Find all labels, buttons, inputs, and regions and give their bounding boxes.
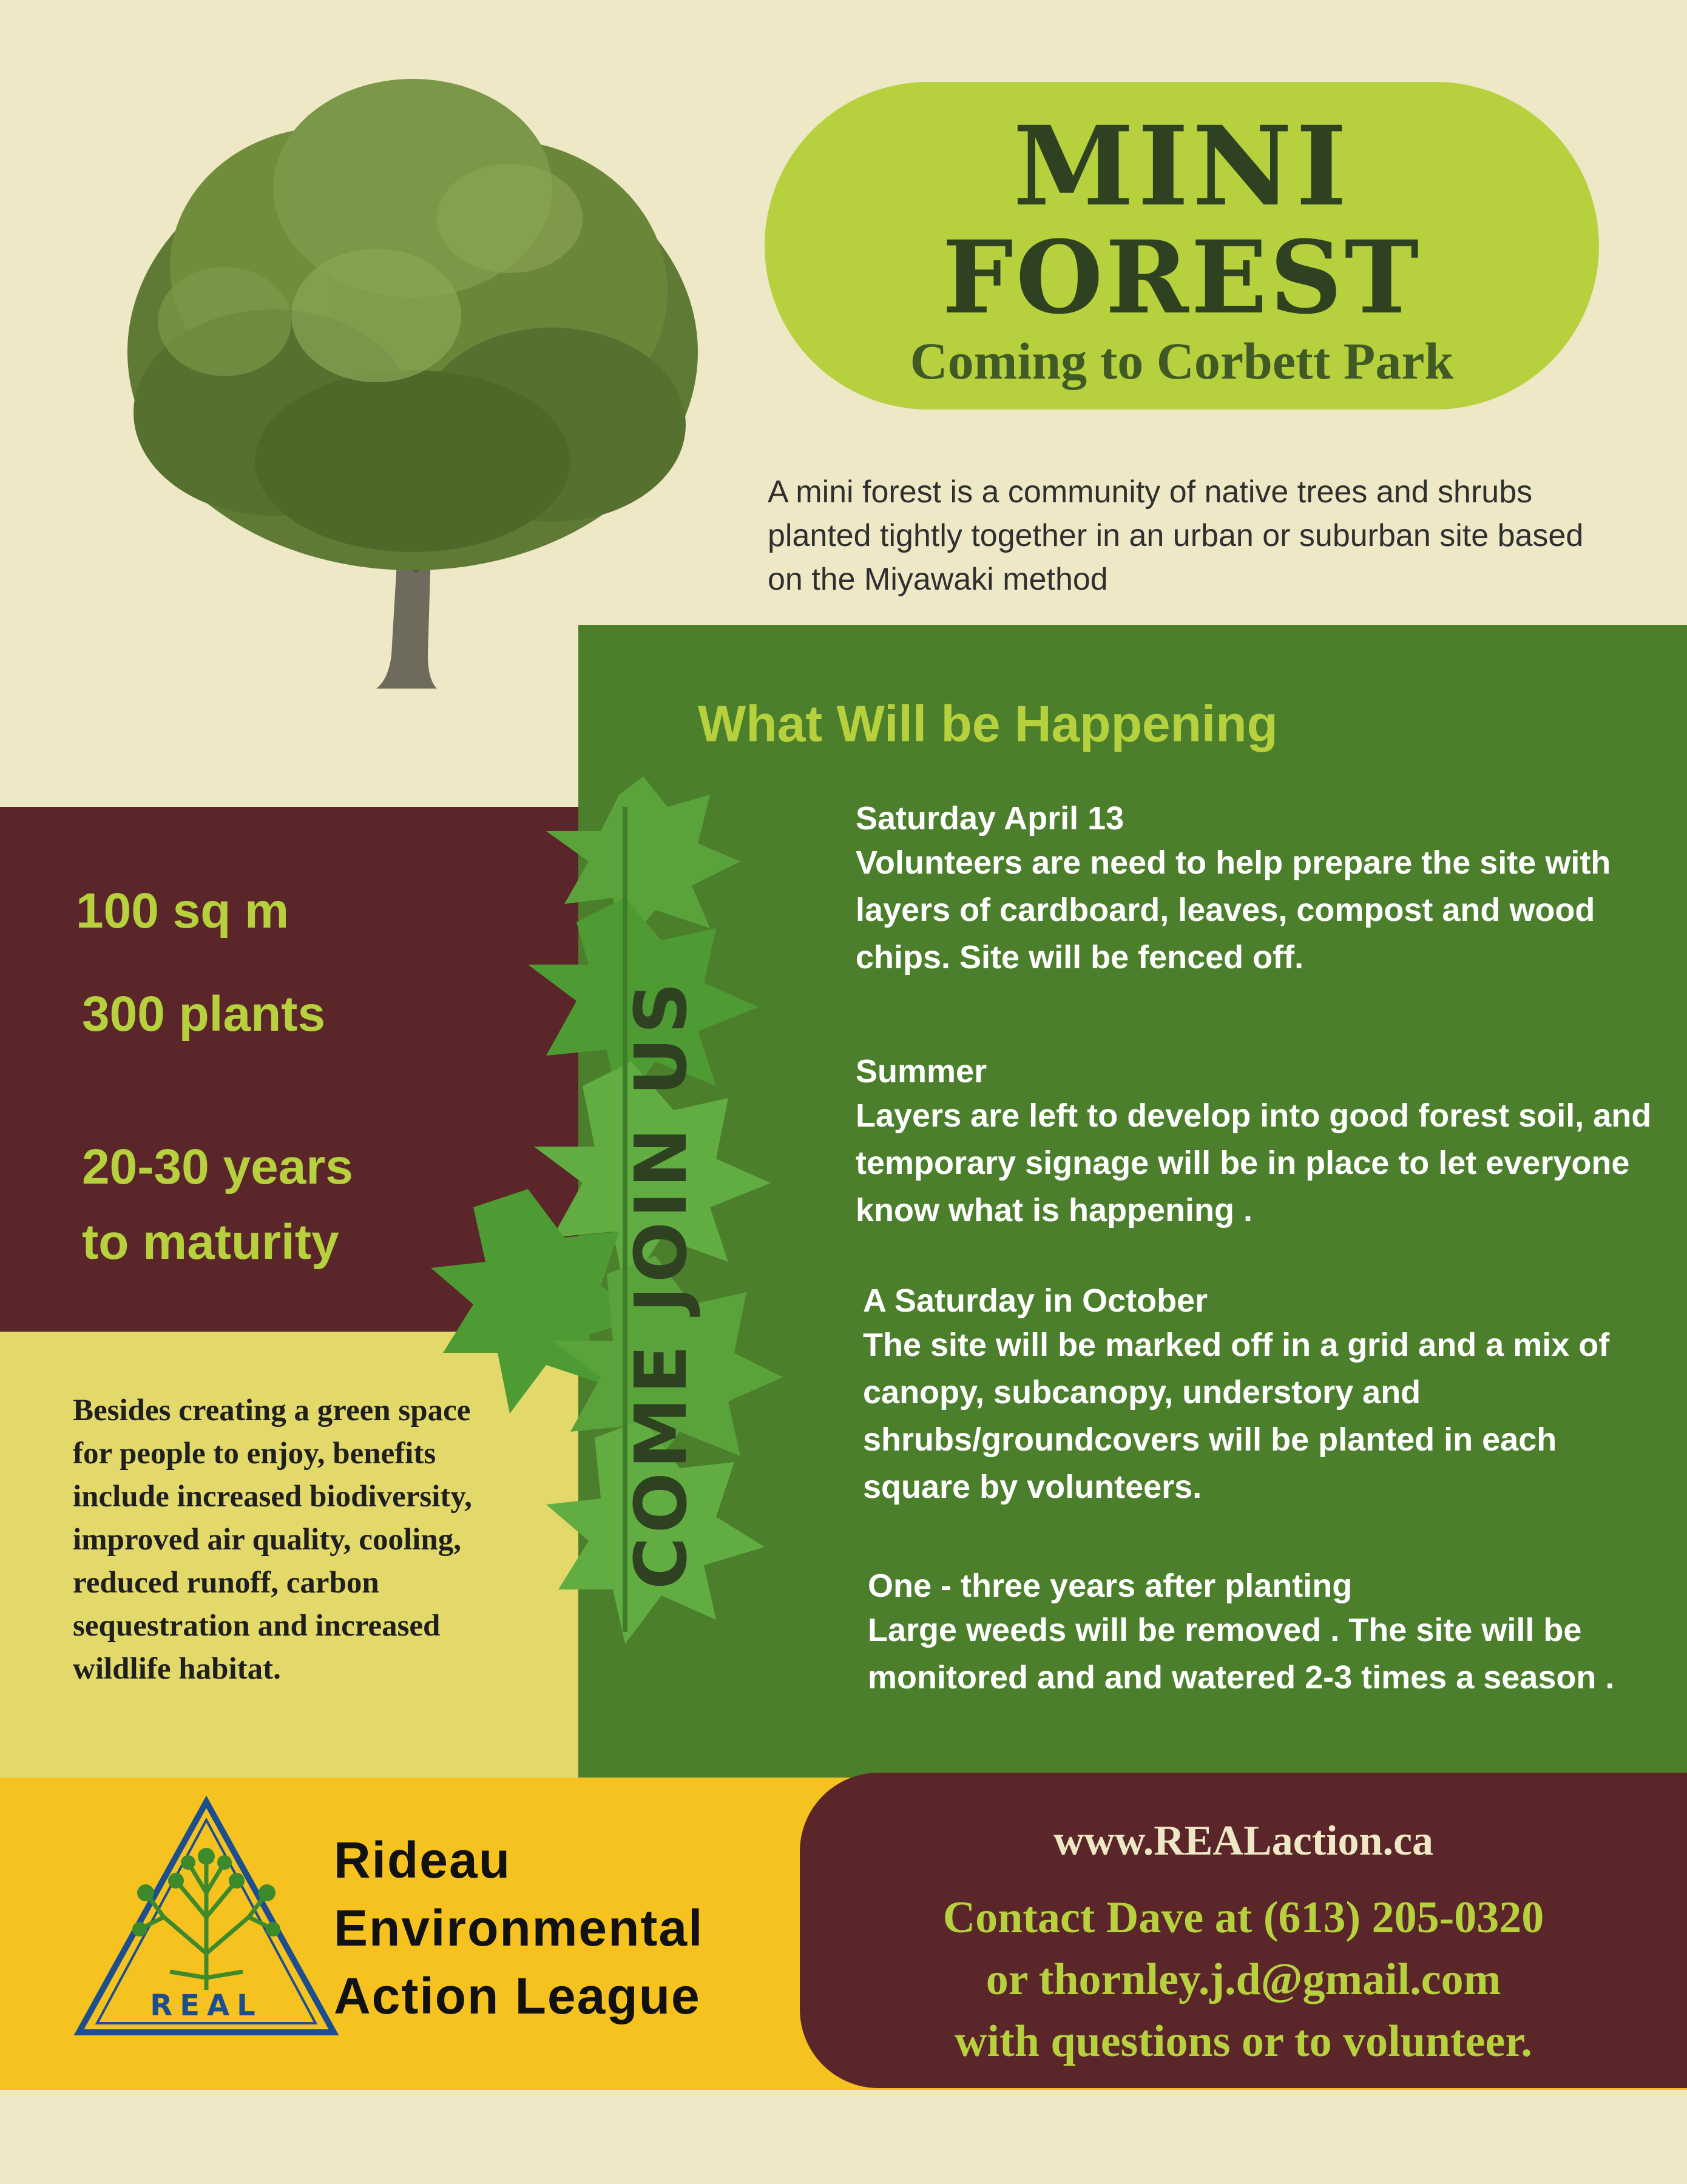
stat-years-line1: 20-30 years <box>82 1139 353 1195</box>
event-item <box>868 1565 1657 1701</box>
real-logo <box>73 1796 340 2038</box>
event-body: Large weeds will be removed . The site will be monitored and and watered 2-3 times a season . <box>868 1612 1615 1696</box>
event-item <box>856 798 1645 981</box>
event-title: Summer <box>856 1053 987 1090</box>
event-title: Saturday April 13 <box>856 800 1124 837</box>
org-name-line3: Action League <box>334 1967 701 2024</box>
stat-years <box>82 1130 458 1280</box>
event-item <box>856 1051 1669 1234</box>
happening-heading: What Will be Happening <box>698 695 1278 752</box>
org-name-line1: Rideau <box>334 1832 512 1889</box>
stat-plants: 300 plants <box>82 986 326 1042</box>
event-title: A Saturday in October <box>863 1282 1208 1319</box>
contact-line1: Contact Dave at (613) 205-0320 <box>942 1893 1544 1943</box>
website-link[interactable]: www.REALaction.ca <box>1053 1818 1434 1864</box>
contact-line2[interactable]: or thornley.j.d@gmail.com <box>985 1955 1501 2004</box>
event-body: The site will be marked off in a grid and a mix of canopy, subcanopy, understory and shrubs/groundcovers will be planted in each square by volunteers. <box>863 1327 1610 1505</box>
contact-info <box>800 1887 1687 2072</box>
contact-line3: with questions or to volunteer. <box>955 2017 1532 2066</box>
title-line2: FOREST <box>942 218 1422 336</box>
org-name-line2: Environmental <box>334 1899 704 1956</box>
event-item <box>863 1280 1664 1511</box>
event-title: One - three years after planting <box>868 1568 1353 1604</box>
stat-area: 100 sq m <box>76 883 289 939</box>
intro-text: A mini forest is a community of native trees and shrubs planted tightly together in an urban or suburban site based on the Miyawaki method <box>768 474 1584 597</box>
title-line1: MINI <box>1013 103 1351 231</box>
come-join-us-banner: COME JOIN US <box>619 979 703 1589</box>
logo-text: REAL <box>150 1989 263 2023</box>
event-body: Volunteers are need to help prepare the site with layers of cardboard, leaves, compost and wood chips. Site will be fenced off. <box>856 844 1611 976</box>
tree-illustration <box>73 36 746 710</box>
subtitle: Coming to Corbett Park <box>910 332 1454 390</box>
event-body: Layers are left to develop into good forest soil, and temporary signage will be in place to let everyone know what is happening . <box>856 1097 1652 1228</box>
org-name <box>334 1826 703 2030</box>
stat-years-line2: to maturity <box>82 1215 339 1270</box>
benefits-text: Besides creating a green space for people to enjoy, benefits include increased biodiversity, improved air quality, cooling, reduced runoff, carbon sequestration and increased wildlife habitat. <box>73 1394 472 1686</box>
